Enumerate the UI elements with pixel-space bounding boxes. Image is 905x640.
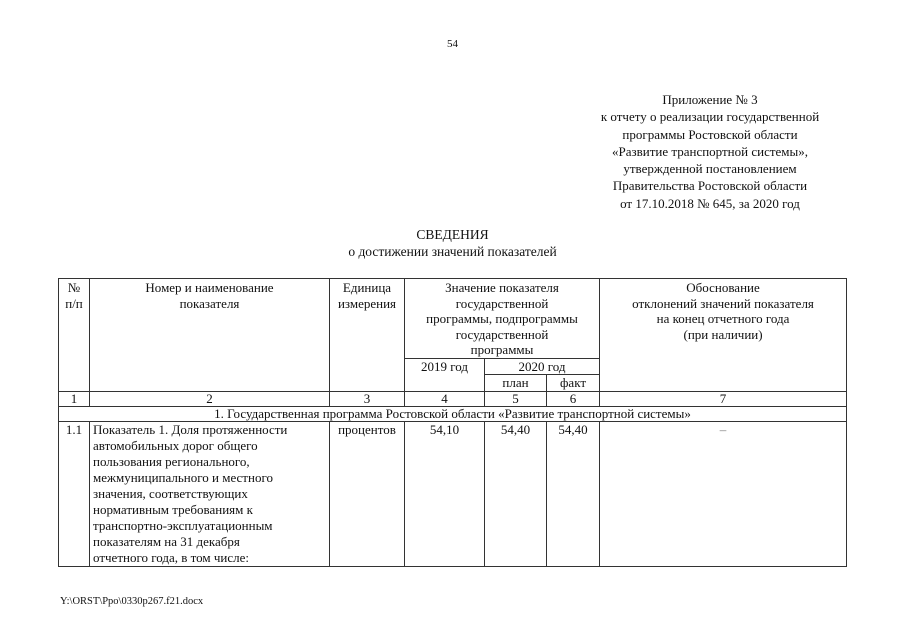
section-title: 1. Государственная программа Ростовской области «Развитие транспортной системы» bbox=[59, 406, 847, 421]
row-name: Показатель 1. Доля протяженности автомобильных дорог общего пользования регионального, межмуниципального и местного значения, соответствующих нормативным требованиям к транспортно-эксплуатационным показателям на 31 декабря отчетного года, в том числе: bbox=[90, 421, 330, 566]
row-value-fact: 54,40 bbox=[547, 421, 600, 566]
header-fact: факт bbox=[547, 375, 600, 392]
title-main: СВЕДЕНИЯ bbox=[416, 227, 489, 242]
row-num: 1.1 bbox=[59, 421, 90, 566]
appendix-line: программы Ростовской области bbox=[622, 126, 798, 142]
header-reason: Обоснование отклонений значений показателя на конец отчетного года (при наличии) bbox=[600, 279, 847, 392]
header-value: Значение показателя государственной программы, подпрограммы государственной программы bbox=[405, 279, 600, 359]
header-year-2019: 2019 год bbox=[405, 358, 485, 391]
appendix-line: утвержденной постановлением bbox=[623, 161, 797, 177]
column-number: 4 bbox=[405, 391, 485, 406]
appendix-line: к отчету о реализации государственной bbox=[600, 109, 820, 125]
file-path-footer: Y:\ORST\Ppo\0330p267.f21.docx bbox=[60, 596, 204, 607]
title-sub: о достижении значений показателей bbox=[348, 244, 557, 259]
row-unit: процентов bbox=[330, 421, 405, 566]
header-name: Номер и наименование показателя bbox=[90, 279, 330, 392]
header-unit: Единица измерения bbox=[330, 279, 405, 392]
appendix-line: «Развитие транспортной системы», bbox=[611, 143, 808, 159]
column-number: 1 bbox=[59, 391, 90, 406]
appendix-caption bbox=[560, 91, 860, 212]
appendix-line: Приложение № 3 bbox=[662, 92, 758, 107]
column-number: 7 bbox=[600, 391, 847, 406]
document-title bbox=[0, 226, 905, 260]
row-value-2019: 54,10 bbox=[405, 421, 485, 566]
appendix-line: Правительства Ростовской области bbox=[612, 178, 808, 194]
table-row bbox=[59, 421, 847, 566]
column-number: 6 bbox=[547, 391, 600, 406]
page-number: 54 bbox=[447, 38, 458, 50]
column-number: 3 bbox=[330, 391, 405, 406]
header-year-2020: 2020 год bbox=[485, 358, 600, 375]
row-value-plan: 54,40 bbox=[485, 421, 547, 566]
column-number: 5 bbox=[485, 391, 547, 406]
header-num: № п/п bbox=[59, 279, 90, 392]
indicators-table bbox=[58, 278, 847, 567]
appendix-line: от 17.10.2018 № 645, за 2020 год bbox=[620, 195, 800, 211]
column-number: 2 bbox=[90, 391, 330, 406]
row-reason: – bbox=[600, 421, 847, 566]
header-plan: план bbox=[485, 375, 547, 392]
